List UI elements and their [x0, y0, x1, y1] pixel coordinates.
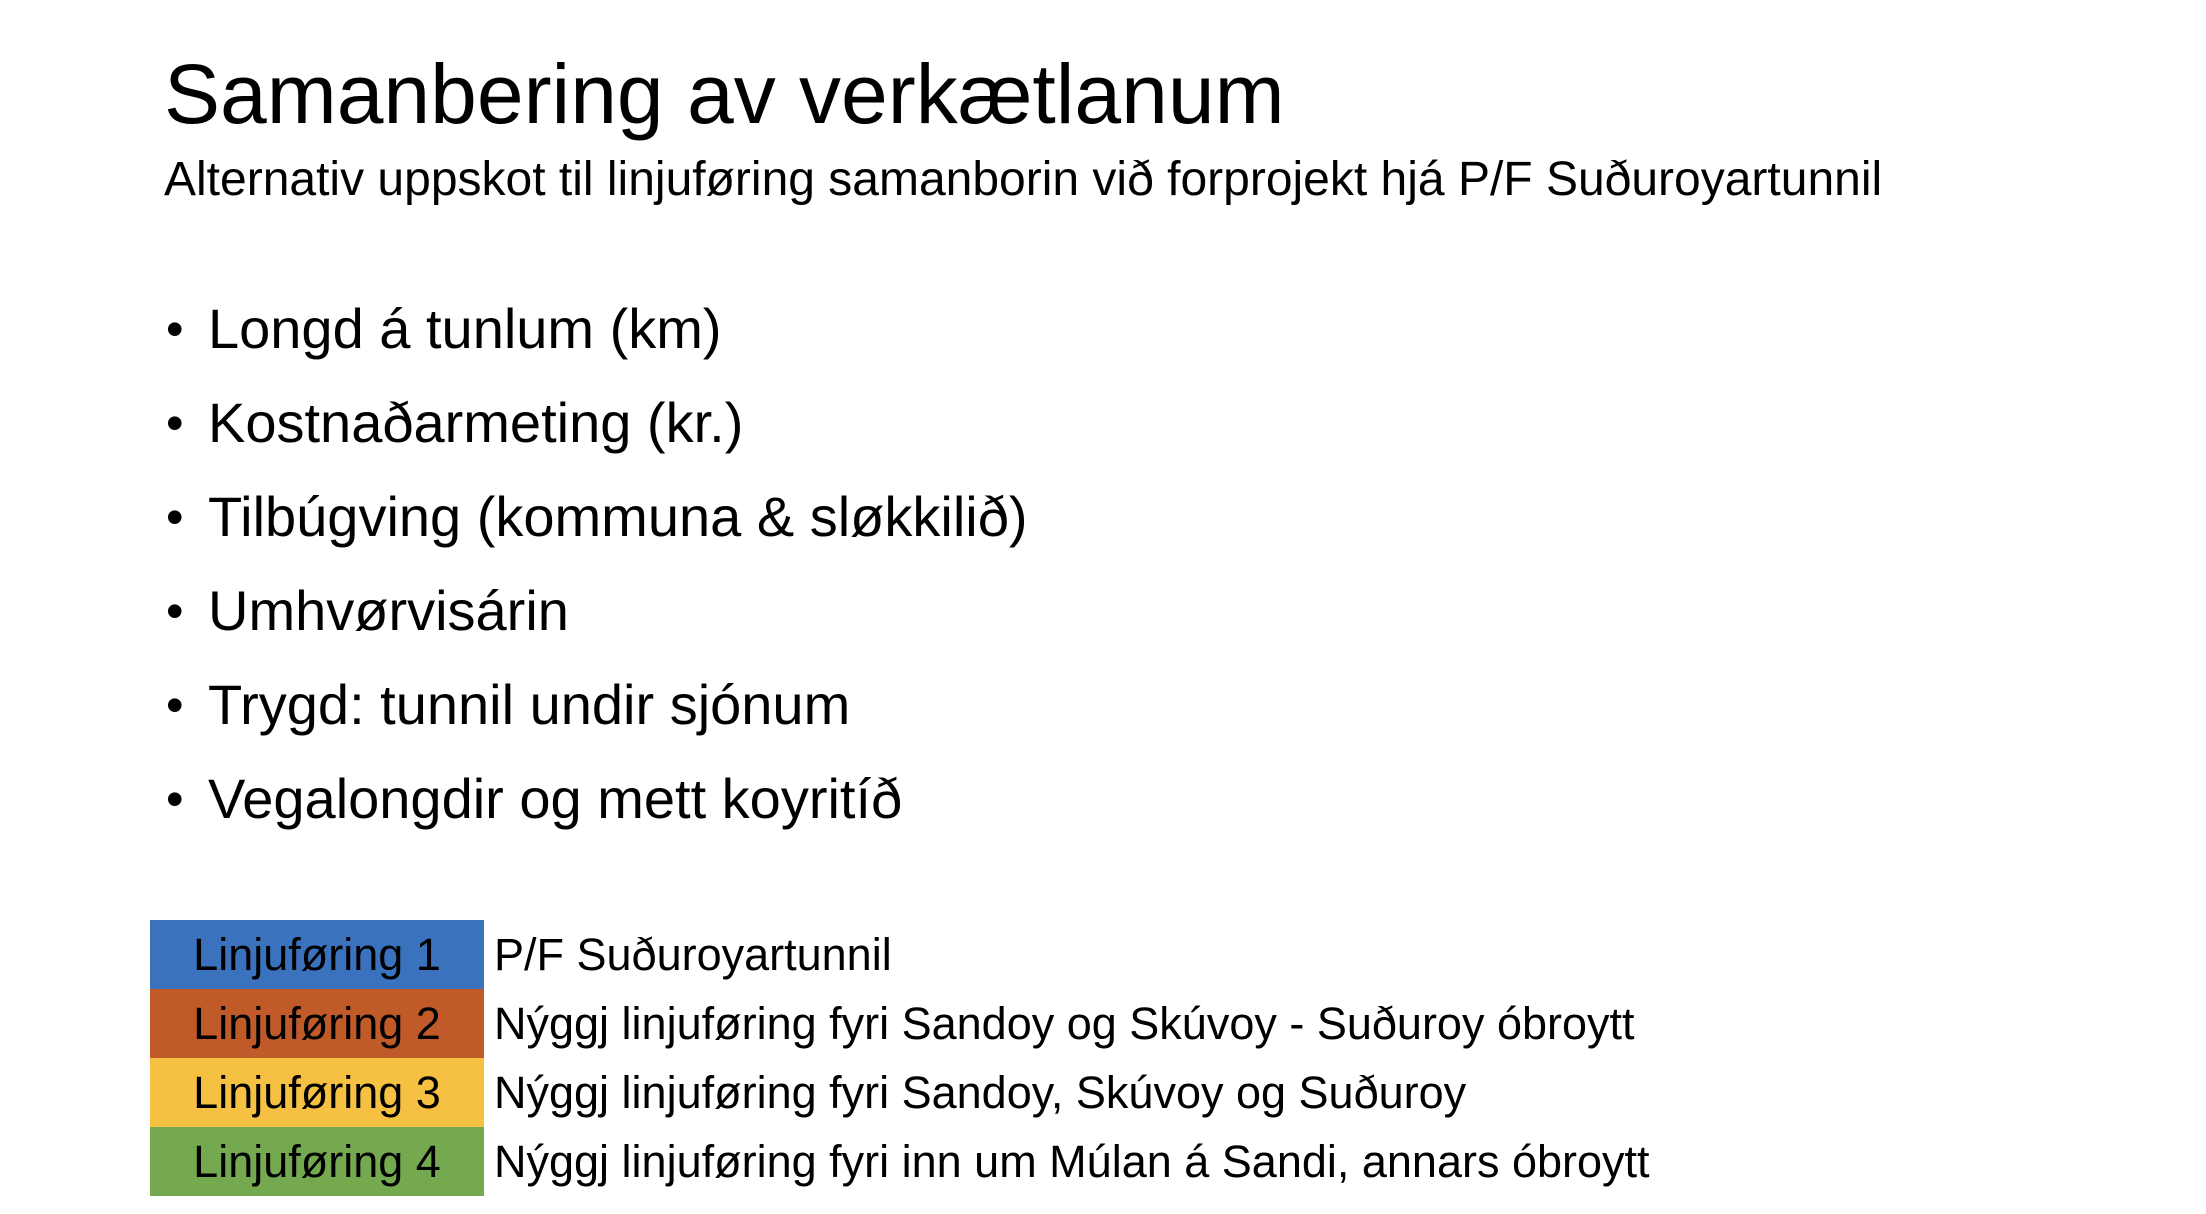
bullet-dot-icon: • [166, 677, 184, 733]
legend-description: Nýggj linjuføring fyri inn um Múlan á Sandi, annars óbroytt [494, 1135, 1650, 1187]
bullet-list [164, 282, 1028, 846]
bullet-item [164, 376, 1028, 470]
legend-description: Nýggj linjuføring fyri Sandoy, Skúvoy og Suðuroy [494, 1066, 1467, 1118]
legend-swatch: Linjuføring 1 [150, 920, 484, 989]
bullet-dot-icon: • [166, 489, 184, 545]
bullet-text: Vegalongdir og mett koyritíð [208, 767, 903, 830]
slide-title: Samanbering av verkætlanum [164, 47, 1285, 141]
bullet-text: Trygd: tunnil undir sjónum [208, 673, 851, 736]
bullet-item [164, 752, 1028, 846]
bullet-text: Tilbúgving (kommuna & sløkkilið) [208, 485, 1028, 548]
bullet-text: Kostnaðarmeting (kr.) [208, 391, 744, 454]
bullet-item [164, 658, 1028, 752]
legend-description: P/F Suðuroyartunnil [494, 928, 892, 980]
legend-row [150, 920, 1650, 989]
legend-row [150, 1127, 1650, 1196]
legend-swatch: Linjuføring 3 [150, 1058, 484, 1127]
bullet-item [164, 470, 1028, 564]
bullet-dot-icon: • [166, 301, 184, 357]
legend-row [150, 1058, 1650, 1127]
legend-table [150, 920, 1650, 1196]
bullet-item [164, 564, 1028, 658]
legend-row [150, 989, 1650, 1058]
bullet-item [164, 282, 1028, 376]
slide-subtitle: Alternativ uppskot til linjuføring samanborin við forprojekt hjá P/F Suðuroyartunnil [164, 153, 1883, 206]
bullet-dot-icon: • [166, 771, 184, 827]
legend-swatch: Linjuføring 2 [150, 989, 484, 1058]
bullet-text: Longd á tunlum (km) [208, 297, 722, 360]
bullet-dot-icon: • [166, 395, 184, 451]
bullet-dot-icon: • [166, 583, 184, 639]
legend-description: Nýggj linjuføring fyri Sandoy og Skúvoy - Suðuroy óbroytt [494, 997, 1635, 1049]
bullet-text: Umhvørvisárin [208, 579, 569, 642]
legend-swatch: Linjuføring 4 [150, 1127, 484, 1196]
